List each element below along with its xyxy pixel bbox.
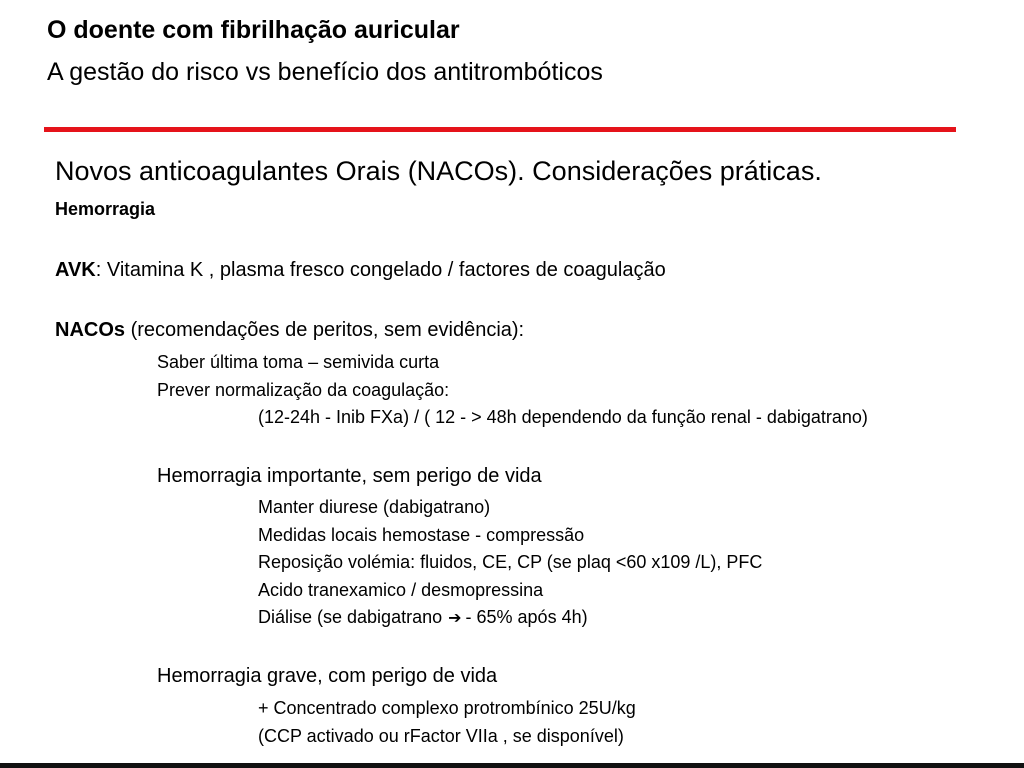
right-arrow-icon: ➔ (448, 610, 462, 627)
avk-line (55, 259, 666, 282)
severe-bleeding-title: Hemorragia grave, com perigo de vida (157, 665, 498, 687)
avk-text: : Vitamina K , plasma fresco congelado / factores de coagulação (95, 259, 666, 281)
list-item: Saber última toma – semivida curta (157, 352, 440, 372)
subheading-hemorragia: Hemorragia (55, 199, 156, 219)
dialysis-text-before: Diálise (se dabigatrano (258, 607, 443, 627)
dialysis-item (258, 607, 588, 628)
title-divider (44, 127, 956, 132)
list-item: (CCP activado ou rFactor VIIa , se disponível) (258, 726, 624, 746)
list-item: Reposição volémia: fluidos, CE, CP (se plaq <60 x109 /L), PFC (258, 552, 763, 572)
nacos-label: NACOs (55, 319, 126, 341)
list-item: Manter diurese (dabigatrano) (258, 497, 491, 517)
section-heading: Novos anticoagulantes Orais (NACOs). Considerações práticas. (55, 156, 822, 186)
important-bleeding-title: Hemorragia importante, sem perigo de vida (157, 465, 542, 487)
list-item: Acido tranexamico / desmopressina (258, 580, 544, 600)
slide-subtitle: A gestão do risco vs benefício dos antitrombóticos (47, 58, 603, 86)
list-item: Prever normalização da coagulação: (157, 380, 450, 400)
slide-title: O doente com fibrilhação auricular (47, 16, 460, 44)
avk-label: AVK (55, 259, 96, 281)
dialysis-text-after: - 65% após 4h) (465, 607, 588, 627)
bottom-border (0, 763, 1024, 768)
nacos-line (55, 319, 524, 342)
list-item: + Concentrado complexo protrombínico 25U/kg (258, 698, 636, 718)
normalization-detail: (12-24h - Inib FXa) / ( 12 - > 48h dependendo da função renal - dabigatrano) (258, 407, 868, 427)
list-item: Medidas locais hemostase - compressão (258, 525, 585, 545)
nacos-text: (recomendações de peritos, sem evidência): (125, 319, 525, 341)
